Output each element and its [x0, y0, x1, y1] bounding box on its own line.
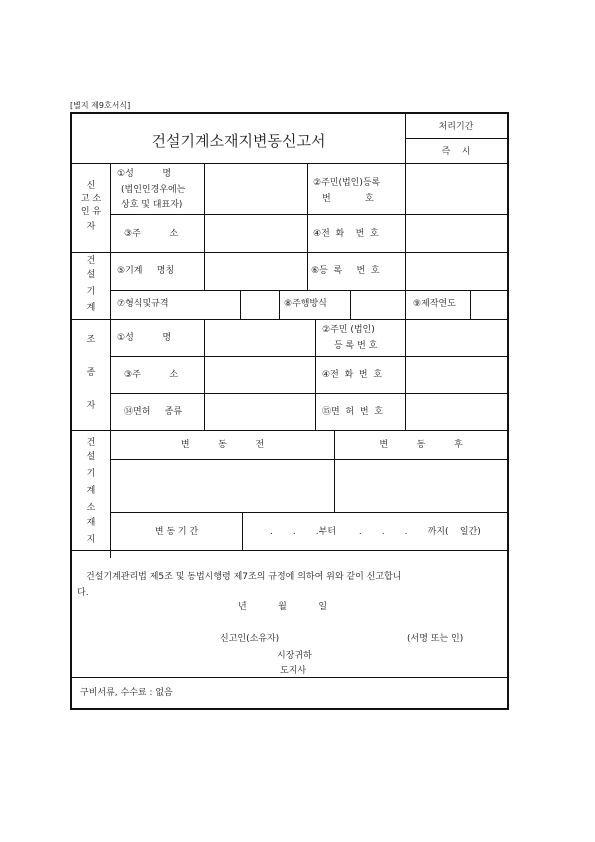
- operator-license-type-field[interactable]: [205, 394, 314, 429]
- machine-drive-label: ⑧주행방식: [284, 299, 327, 309]
- machine-reg-no-label: ⑥등 록 번 호: [311, 266, 380, 276]
- addressee-mayor: 시장귀하: [277, 651, 312, 661]
- owner-name-field[interactable]: [205, 164, 306, 213]
- operator-license-no-label: ⑮면 허 번 호: [322, 407, 383, 417]
- owner-section-label-2: 고 소: [80, 194, 102, 204]
- signature-label[interactable]: (서명 또는 인): [407, 634, 464, 644]
- location-section-label-4: 계: [86, 486, 96, 496]
- location-after-label: 변 동 후: [379, 440, 463, 450]
- operator-section-label-2: 종: [86, 368, 96, 378]
- location-section-label-3: 기: [86, 469, 96, 479]
- machine-section-label-4: 계: [86, 303, 96, 313]
- declarant-label: 신고인(소유자): [220, 634, 280, 644]
- location-section-label-5: 소: [86, 503, 96, 513]
- owner-address-field[interactable]: [205, 215, 306, 252]
- operator-license-type-label: ⑭면허 종류: [124, 407, 183, 417]
- location-before-label: 변 동 전: [180, 440, 265, 450]
- location-period-label: 변 동 기 간: [154, 527, 199, 537]
- operator-name-field[interactable]: [205, 320, 314, 355]
- owner-name-note-2: 상호 및 대표자): [121, 200, 183, 210]
- machine-reg-no-field[interactable]: [406, 253, 506, 289]
- frame-right: [507, 112, 509, 710]
- owner-address-label: ③주 소: [124, 229, 179, 239]
- machine-section-label-2: 설: [86, 270, 96, 280]
- operator-name-label: ①성 명: [117, 333, 172, 343]
- location-period-value[interactable]: . . .부터 . . . 까지( 일간): [270, 527, 481, 537]
- owner-section-label-1: 신: [86, 181, 96, 191]
- machine-section-label-1: 건: [86, 256, 96, 266]
- owner-name-label: ①성 명: [117, 169, 172, 179]
- location-section-label-7: 지: [86, 535, 96, 545]
- operator-section-label-3: 자: [86, 401, 96, 411]
- owner-name-note-1: (법인인경우에는: [121, 185, 186, 195]
- owner-phone-field[interactable]: [406, 215, 506, 252]
- machine-drive-field[interactable]: [351, 291, 404, 318]
- operator-phone-field[interactable]: [406, 357, 506, 392]
- operator-resident-no-label-2: 등 록 번 호: [334, 341, 378, 351]
- processing-period-value: 즉 시: [441, 147, 471, 157]
- owner-resident-no-label-2: 번 호: [322, 194, 374, 204]
- machine-model-field[interactable]: [241, 291, 278, 318]
- form-title: 건설기계소재지변동신고서: [151, 132, 326, 150]
- owner-section-label-4: 자: [86, 222, 96, 232]
- declaration-text-cont: 다.: [77, 588, 89, 598]
- operator-resident-no-field[interactable]: [406, 320, 506, 355]
- frame-top: [70, 112, 509, 114]
- location-after-field[interactable]: [335, 460, 507, 511]
- owner-resident-no-field[interactable]: [406, 164, 506, 213]
- operator-address-label: ③주 소: [124, 370, 179, 380]
- addressee-governor: 도지사: [280, 666, 307, 676]
- location-section-label-6: 재: [86, 518, 96, 528]
- operator-address-field[interactable]: [205, 357, 314, 392]
- operator-section-label-1: 조: [86, 335, 96, 345]
- operator-resident-no-label: ②주민 (법인): [322, 325, 375, 335]
- declaration-date[interactable]: 년 월 일: [238, 602, 328, 612]
- operator-license-no-field[interactable]: [406, 394, 506, 429]
- machine-section-label-3: 기: [86, 287, 96, 297]
- location-section-label-2: 설: [86, 452, 96, 462]
- owner-resident-no-label: ②주민(법인)등록: [313, 178, 381, 188]
- machine-year-field[interactable]: [471, 291, 506, 318]
- owner-phone-label: ④전 화 번 호: [313, 229, 379, 239]
- operator-phone-label: ④전 화 번 호: [322, 370, 383, 380]
- frame-bottom: [70, 708, 509, 710]
- machine-name-field[interactable]: [205, 253, 306, 289]
- machine-model-label: ⑦형식및규격: [117, 299, 169, 309]
- machine-year-label: ⑨제작연도: [413, 299, 456, 309]
- footer-note: 구비서류, 수수료 : 없음: [80, 688, 173, 698]
- location-before-field[interactable]: [111, 460, 334, 511]
- declaration-text: 건설기계관리법 제5조 및 동법시행령 제7조의 규정에 의하여 위와 같이 신고합니: [86, 572, 402, 582]
- location-section-label-1: 건: [86, 438, 96, 448]
- machine-name-label: ⑤기계 명칭: [117, 266, 175, 276]
- owner-section-label-3: 인 유: [80, 207, 102, 217]
- processing-period-label: 처리기간: [438, 122, 474, 132]
- form-number: [별지 제9호서식]: [70, 101, 131, 110]
